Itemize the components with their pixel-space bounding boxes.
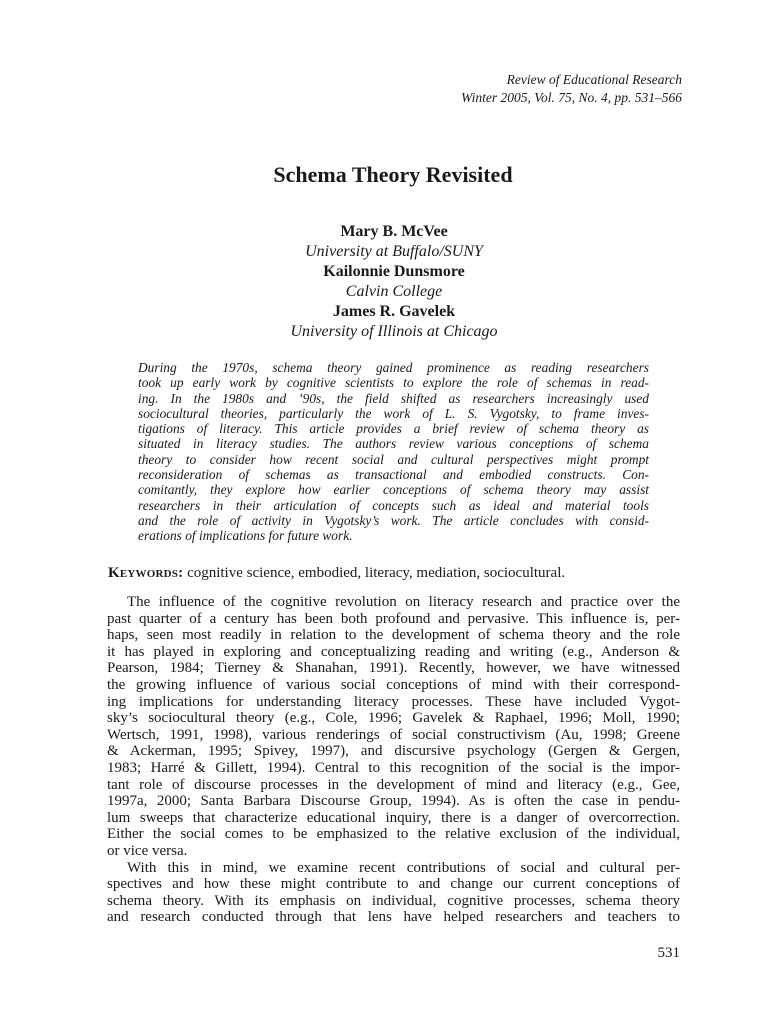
abstract-line: sociocultural theories, particularly the work of L. S. Vygotsky, to frame inves- — [138, 405, 649, 421]
body-line: or vice versa. — [107, 842, 188, 859]
abstract-line: tigations of literacy. This article provides a brief review of schema theory as — [138, 421, 649, 437]
abstract-line: comitantly, they explore how earlier conceptions of schema theory may assist — [138, 482, 649, 498]
abstract-line: situated in literacy studies. The authors review various conceptions of schema — [138, 436, 649, 452]
body-line: and research conducted through that lens have helped researchers and teachers to — [107, 909, 680, 926]
author-affiliation: Calvin College — [345, 283, 443, 300]
abstract-line: researchers in their articulation of concepts such as ideal and material tools — [138, 497, 649, 513]
body-line: Pearson, 1984; Tierney & Shanahan, 1991). Recently, however, we have witnessed — [107, 660, 680, 677]
body-line: it has played in exploring and conceptualizing reading and writing (e.g., Anderson & — [107, 643, 680, 660]
abstract-line: theory to consider how recent social and cultural perspectives might prompt — [138, 451, 649, 467]
body-line: sky’s sociocultural theory (e.g., Cole, 1996; Gavelek & Raphael, 1996; Moll, 1990; — [107, 710, 680, 727]
body-line: the growing influence of various social conceptions of mind with their correspond- — [107, 676, 680, 693]
abstract-line: erations of implications for future work. — [138, 528, 353, 544]
author-affiliation: University at Buffalo/SUNY — [305, 243, 483, 260]
body-line: schema theory. With its emphasis on individual, cognitive processes, schema theory — [107, 892, 680, 909]
body-paragraph — [107, 860, 680, 926]
author-list — [0, 222, 768, 342]
body-line: Either the social comes to be emphasized to the relative exclusion of the individual, — [107, 826, 680, 843]
keywords-label: Keywords: — [108, 565, 184, 581]
author-affiliation: University of Illinois at Chicago — [290, 323, 498, 340]
keywords — [108, 564, 688, 582]
abstract — [138, 360, 649, 544]
article-title: Schema Theory Revisited — [273, 162, 513, 187]
author-name: Kailonnie Dunsmore — [323, 263, 465, 280]
body-line: The influence of the cognitive revolution on literacy research and practice over the — [127, 594, 680, 610]
body-line: tant role of discourse processes in the development of mind and literacy (e.g., Gee, — [107, 776, 680, 793]
body-line: ing implications for understanding literacy processes. These have included Vygot- — [107, 693, 680, 710]
body-line: 1997a, 2000; Santa Barbara Discourse Group, 1994). As is often the case in pendu- — [107, 793, 680, 810]
body-line: Wertsch, 1991, 1998), various renderings of social constructivism (Au, 1998; Greene — [107, 726, 680, 743]
author-name: James R. Gavelek — [332, 303, 456, 320]
body-line: spectives and how these might contribute to and change our current conceptions of — [107, 876, 680, 893]
body-line: With this in mind, we examine recent contributions of social and cultural per- — [127, 859, 680, 876]
journal-name: Review of Educational Research — [506, 72, 682, 87]
body-line: 1983; Harré & Gillett, 1994). Central to this recognition of the social is the impor- — [107, 759, 680, 776]
keywords-text: cognitive science, embodied, literacy, mediation, sociocultural. — [187, 565, 566, 581]
author-name: Mary B. McVee — [340, 223, 448, 240]
journal-header — [461, 71, 682, 107]
abstract-line: ing. In the 1980s and ’90s, the field shifted as researchers increasingly used — [138, 390, 649, 406]
abstract-line: During the 1970s, schema theory gained prominence as reading researchers — [138, 360, 649, 375]
abstract-line: and the role of activity in Vygotsky’s work. The article concludes with consid- — [138, 512, 649, 528]
body-line: haps, seen most readily in relation to the development of schema theory and the role — [107, 627, 680, 644]
abstract-line: took up early work by cognitive scientists to explore the role of schemas in read- — [138, 375, 649, 391]
body-line: & Ackerman, 1995; Spivey, 1997), and discursive psychology (Gergen & Gergen, — [107, 743, 680, 760]
body-line: past quarter of a century has been both profound and pervasive. This influence is, per- — [107, 610, 680, 627]
body-text — [107, 594, 680, 926]
body-line: lum sweeps that characterize educational inquiry, there is a danger of overcorrection. — [107, 809, 680, 826]
page-number: 531 — [657, 945, 680, 961]
journal-issue: Winter 2005, Vol. 75, No. 4, pp. 531–566 — [461, 90, 682, 105]
body-paragraph — [107, 594, 680, 860]
abstract-line: reconsideration of schemas as transactional and embodied constructs. Con- — [138, 467, 649, 483]
